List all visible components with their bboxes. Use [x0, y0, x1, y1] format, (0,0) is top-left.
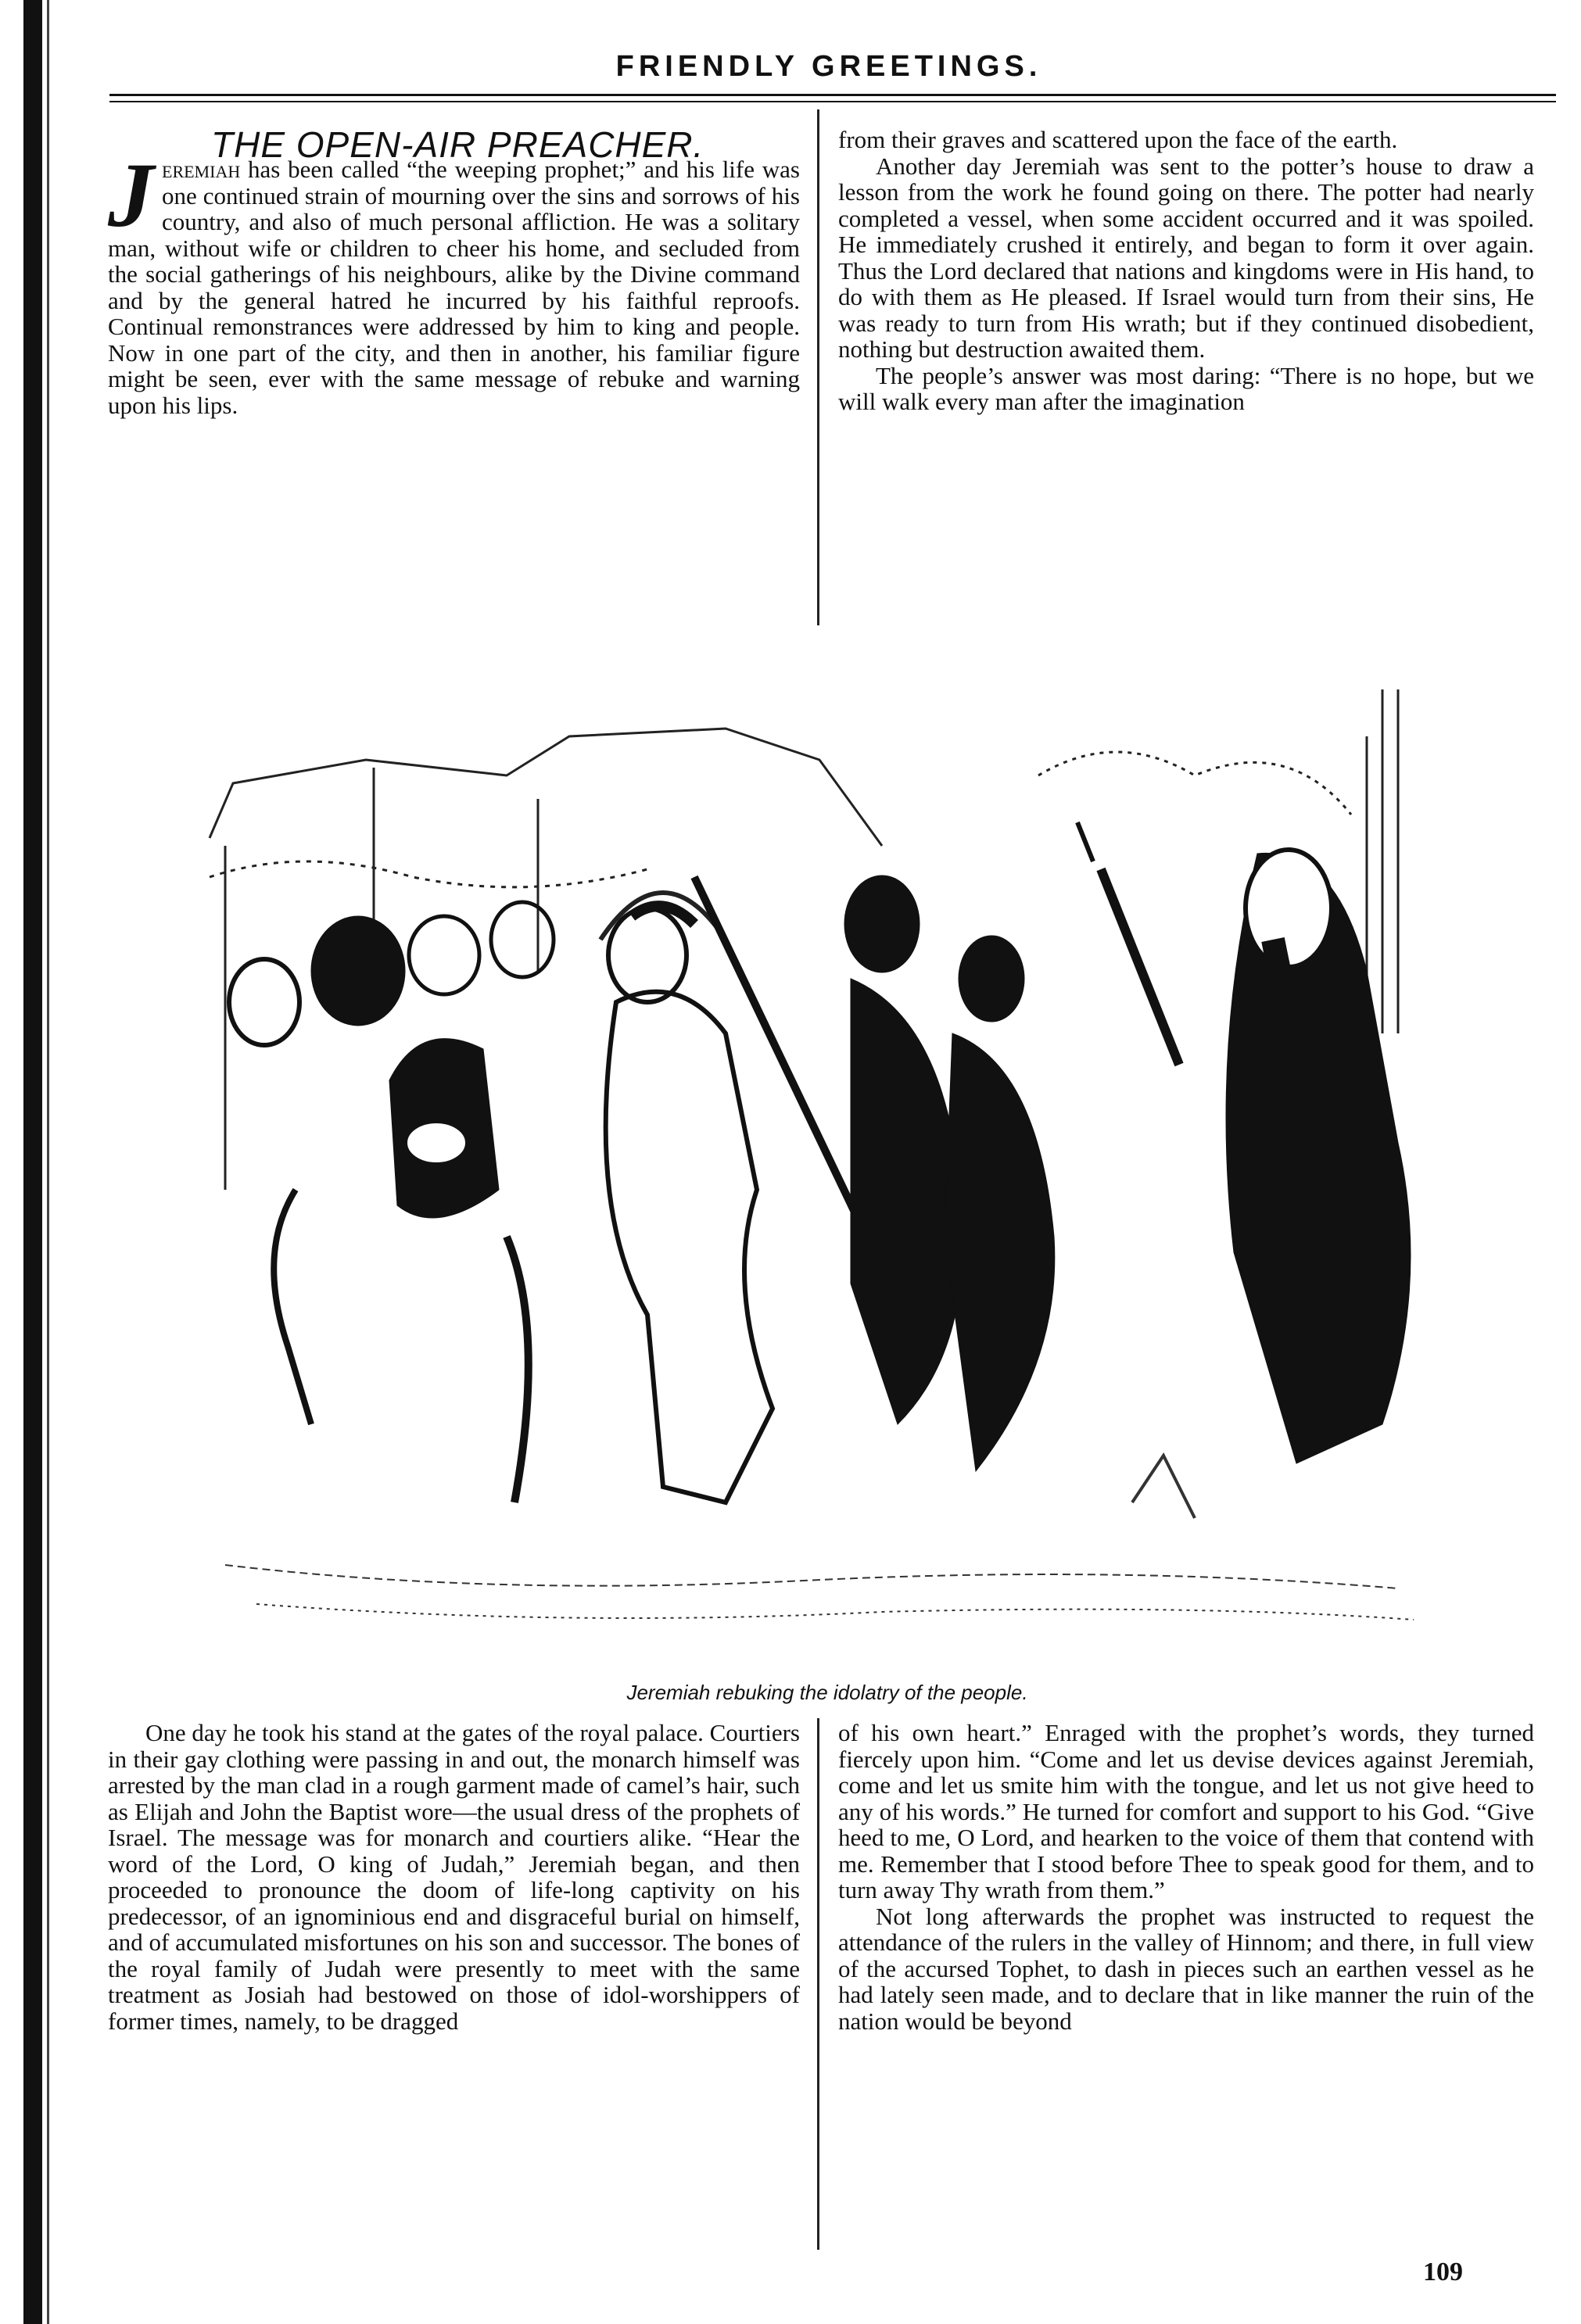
header-rule-secondary — [109, 101, 1556, 102]
page-number: 109 — [1423, 2258, 1463, 2286]
paragraph-text: has been called “the weeping prophet;” and his life was one continued strain of mourning over the sins and sorrows of his country, and also of much personal affliction. He was a solitary man, without wife or children to cheer his home, and secluded from the social gatherings of his neighbours, alike by the Divine command and by the general hatred he incurred by his faithful reproofs. Continual remonstrances were addressed by him to king and people. Now in one part of the city, and then in another, his familiar figure might be seen, ever with the same message of rebuke and warning upon his lips. — [108, 156, 800, 419]
paragraph: The people’s answer was most daring: “There is no hope, but we will walk every man after the imagination — [838, 361, 1534, 415]
engraving-illustration — [178, 643, 1445, 1674]
column-top-right — [838, 127, 1534, 415]
paragraph: Not long afterwards the prophet was instructed to request the attendance of the rulers in the valley of Hinnom; and there, in full view of the accursed Tophet, to dash in pieces such an earthen vessel as he had lately seen made, and to declare that in like manner the ruin of the nation would be beyond — [838, 1902, 1534, 2035]
paragraph: Another day Jeremiah was sent to the potter’s house to draw a lesson from the work he found going on there. The potter had nearly completed a vessel, when some accident occurred and it was spoiled. He immediately crushed it entirely, and began to form it over again. Thus the Lord declared that nations and kingdoms were in His hand, to do with them as He pleased. If Israel would turn from their sins, He was ready to turn from His wrath; but if they continued disobedient, nothing but destruction awaited them. — [838, 152, 1534, 363]
paragraph: One day he took his stand at the gates of the royal palace. Courtiers in their gay clothing were passing in and out, the monarch himself was arrested by the man clad in a rough garment made of camel’s hair, such as Elijah and John the Baptist wore—the usual dress of the prophets of Israel. The message was for monarch and courtiers alike. “Hear the word of the Lord, O king of Judah,” Jeremiah began, and then proceeded to pronounce the doom of life-long captivity on his predecessor, of an ignominious end and disgraceful burial on himself, and of accumulated misfortunes on his son and successor. The bones of the royal family of Judah were presently to meet with the same treatment as Josiah had bestowed on those of idol-worshippers of former times, namely, to be dragged — [108, 1719, 800, 2035]
ground-hatching — [225, 1456, 1414, 1620]
paragraph: of his own heart.” Enraged with the prophet’s words, they turned fiercely upon him. “Come and let us devise devices against Jeremiah, come and let us smite him with the tongue, and let us not give heed to any of his words.” He turned for comfort and support to his God. “Give heed to me, O Lord, and hearken to the voice of them that contend with me. Remember that I stood before Thee to speak good for them, and to turn away Thy wrath from them.” — [838, 1719, 1534, 1903]
left-margin-rule-thin — [47, 0, 49, 2324]
left-margin-rule — [23, 0, 42, 2324]
crowd-figures — [229, 822, 1411, 1502]
paragraph: from their graves and scattered upon the face of the earth. — [838, 126, 1398, 153]
first-word: eremiah — [162, 156, 241, 183]
running-head: FRIENDLY GREETINGS. — [615, 50, 1042, 83]
column-divider-top — [817, 109, 819, 625]
column-bottom-right — [838, 1720, 1534, 2034]
column-bottom-left — [108, 1720, 800, 2034]
drop-cap: J — [108, 144, 154, 246]
header-rule — [109, 94, 1556, 96]
article-title: THE OPEN-AIR PREACHER. — [211, 124, 704, 165]
illustration-caption: Jeremiah rebuking the idolatry of the people. — [626, 1681, 1028, 1704]
column-divider-bottom — [817, 1718, 819, 2250]
